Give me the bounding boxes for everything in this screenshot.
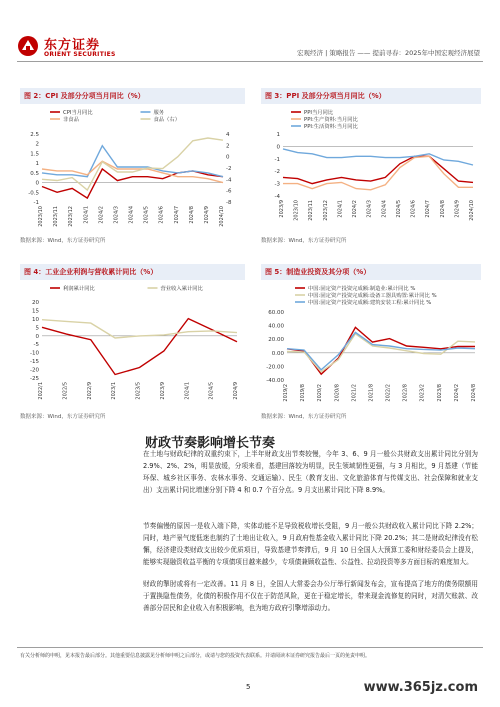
x-tick-label: 2024/7 [173, 206, 180, 224]
x-tick-label: 2023/10 [38, 206, 44, 227]
figure-4-chart [20, 282, 245, 412]
x-tick-label: 2024/5 [208, 382, 215, 400]
x-tick-label: 2019/8 [300, 384, 307, 402]
legend-label: 非食品 [63, 117, 79, 123]
y-tick-label: 0 [35, 180, 39, 187]
figure-5-chart [261, 282, 481, 412]
x-tick-label: 2020/2 [317, 384, 324, 402]
x-tick-label: 2022/9 [86, 382, 93, 400]
y2-tick-label: -8 [226, 200, 232, 206]
x-tick-label: 2023/12 [68, 206, 75, 227]
y-tick-label: 0 [35, 333, 39, 340]
legend-label: CPI当月同比 [63, 110, 93, 116]
series-line-1 [42, 169, 223, 198]
series-line-1 [42, 319, 237, 375]
figure-2-title: 图 2：CPI 及部分分项当月同比（%） [20, 88, 245, 104]
legend-label: PPI:生产资料:当月同比 [304, 117, 358, 123]
section-title: 财政节奏影响增长节奏 [145, 436, 276, 451]
x-tick-label: 2024/5 [395, 200, 402, 218]
y-tick-label: 5 [35, 325, 39, 332]
figure-3-panel [261, 88, 481, 248]
x-tick-label: 2024/6 [158, 206, 165, 224]
x-tick-label: 2024/9 [233, 382, 239, 400]
x-tick-label: 2022/5 [62, 382, 69, 400]
y-tick-label: 60.00 [268, 310, 284, 316]
y-tick-label: -1 [274, 156, 280, 163]
legend-label: 营业收入累计同比 [160, 286, 203, 292]
brand-name: 东方证券 [44, 38, 101, 53]
x-tick-label: 2021/8 [368, 384, 375, 402]
x-tick-label: 2024/1 [337, 200, 344, 218]
x-tick-label: 2022/1 [38, 382, 44, 400]
y-tick-label: -10 [30, 350, 39, 357]
x-tick-label: 2023/2 [419, 384, 426, 402]
x-tick-label: 2023/10 [293, 200, 300, 221]
x-tick-label: 2024/4 [128, 206, 135, 224]
y-tick-label: -40.00 [266, 378, 284, 384]
y-tick-label: 1 [276, 132, 280, 138]
figure-2-source: 数据来源：Wind，东方证券研究所 [20, 238, 106, 244]
figure-2-chart [20, 106, 245, 236]
legend-label: 中国:固定资产投资完成额:设备工器具购置:累计同比 % [308, 293, 437, 299]
x-tick-label: 2024/1 [83, 206, 90, 224]
body-paragraph-3: 财政的掣肘或将有一定改善。11 月 8 日，全国人大常委会办公厅举行新闻发布会，宣布提高了地方的债务限额用于置换隐性债务，化债的积极作用不仅在于防范风险，更在于稳定增长，带来现金流修复的同时，对清欠账款、改善部分居民和企业收入有积极影响，也为地方政府引擎增添动力。 [143, 580, 478, 612]
figure-5-panel [261, 264, 481, 424]
figure-3-title: 图 3：PPI 及部分分项当月同比（%） [261, 88, 481, 104]
x-tick-label: 2024/8 [188, 206, 195, 224]
x-tick-label: 2019/2 [283, 384, 289, 402]
y-tick-label: 20.00 [268, 337, 284, 344]
y2-tick-label: -2 [226, 166, 232, 172]
y-tick-label: -4 [274, 194, 280, 200]
page-number: 5 [246, 683, 251, 691]
x-tick-label: 2024/2 [352, 200, 359, 218]
legend-label: 中国:固定资产投资完成额:制造业:累计同比 % [308, 286, 416, 292]
body-paragraph-2: 节奏偏慢的原因一是收入端下降，实体动能不足导致税收增长受阻，9 月一般公共财政收入累计同比下降 2.2%；同时，地产景气度低迷也制约了土地出让收入，9 月政府性基金收入累计同比下降 20.2%；其二是财政纪律没有松懈，经济建设类财政支出较少优质项目，导致基建节奏滞后，9 月 10 日全国人大预算工委和财经委员会上提及，能够实现融资收益平衡的专项债项目越来越少，专项债兼顾收益性、公益性、拉动投资等多方面目标的难度加大。 [143, 522, 478, 566]
x-tick-label: 2023/5 [135, 382, 142, 400]
x-tick-label: 2024/2 [453, 384, 460, 402]
x-tick-label: 2021/2 [351, 384, 358, 402]
y-tick-label: 0.00 [271, 350, 284, 357]
x-tick-label: 2023/11 [308, 200, 315, 221]
brand-name-en: ORIENT SECURITIES [44, 51, 116, 58]
x-tick-label: 2023/11 [53, 206, 60, 227]
x-tick-label: 2024/3 [113, 206, 120, 224]
legend-label: 中国:固定资产投资完成额:建筑安装工程:累计同比 % [308, 300, 432, 306]
x-tick-label: 2024/9 [454, 200, 461, 218]
breadcrumb: 宏观经济 | 策略报告 —— 提前寻春：2025年中国宏观经济展望 [297, 49, 480, 57]
figure-4-panel [20, 264, 245, 424]
y-tick-label: -3 [274, 181, 280, 188]
y-tick-label: 1.5 [30, 151, 39, 158]
x-tick-label: 2023/1 [111, 382, 118, 400]
figure-2-panel [20, 88, 245, 248]
y-tick-label: 15 [32, 308, 39, 315]
figure-4-source: 数据来源：Wind，东方证券研究所 [20, 414, 106, 420]
y2-tick-label: 2 [226, 143, 230, 150]
x-tick-label: 2023/12 [322, 200, 329, 221]
page-header [0, 0, 500, 70]
orient-securities-logo-icon [17, 35, 39, 57]
x-tick-label: 2023/9 [159, 382, 166, 400]
y-tick-label: 20 [32, 300, 39, 306]
figure-5-title: 图 5：制造业投资及其分项（%） [261, 264, 481, 280]
legend-label: PPI当月同比 [304, 110, 334, 116]
y-tick-label: -25 [30, 376, 39, 382]
series-line-1 [287, 327, 475, 374]
y-tick-label: 0 [276, 144, 280, 151]
y-tick-label: -15 [30, 359, 39, 366]
y-tick-label: -0.5 [28, 190, 39, 197]
figure-5-source: 数据来源：Wind，东方证券研究所 [261, 414, 347, 420]
x-tick-label: 2023/9 [279, 200, 285, 218]
footer-divider [17, 647, 483, 648]
y-tick-label: 2.5 [30, 132, 39, 138]
legend-label: 食品（右） [153, 117, 180, 123]
x-tick-label: 2023/8 [436, 384, 443, 402]
figure-3-source: 数据来源：Wind，东方证券研究所 [261, 238, 347, 244]
x-tick-label: 2022/8 [402, 384, 409, 402]
series-line-2 [283, 156, 473, 190]
x-tick-label: 2024/4 [381, 200, 388, 218]
y-tick-label: -20.00 [266, 364, 284, 371]
x-tick-label: 2020/8 [334, 384, 341, 402]
y-tick-label: 1 [35, 161, 39, 168]
x-tick-label: 2022/2 [385, 384, 392, 402]
y-tick-label: 40.00 [268, 323, 284, 330]
y-tick-label: 2 [35, 141, 39, 148]
x-tick-label: 2024/8 [439, 200, 446, 218]
legend-label: 服务 [153, 110, 165, 116]
x-tick-label: 2024/7 [425, 200, 432, 218]
y-tick-label: -2 [274, 169, 280, 176]
y-tick-label: 10 [32, 316, 39, 323]
legend-label: PPI:生活资料:当月同比 [304, 124, 358, 130]
y2-tick-label: 0 [226, 154, 230, 161]
y2-tick-label: -4 [226, 177, 232, 184]
header-divider [17, 61, 483, 62]
x-tick-label: 2024/3 [366, 200, 373, 218]
x-tick-label: 2024/2 [98, 206, 105, 224]
x-tick-label: 2024/9 [203, 206, 210, 224]
figure-4-title: 图 4：工业企业利润与营收累计同比（%） [20, 264, 245, 280]
series-line-3 [283, 149, 473, 165]
x-tick-label: 2024/10 [219, 206, 225, 227]
watermark: www.365jz.com [363, 680, 478, 695]
figure-3-chart [261, 106, 481, 236]
y-tick-label: -5 [33, 342, 39, 349]
x-tick-label: 2024/8 [471, 384, 477, 402]
disclaimer: 有关分析师的申明，见本报告最后部分。其他重要信息披露见分析师申明之后部分，或请与您的投资代表联系。并请阅读本证券研究报告最后一页的免责申明。 [20, 653, 371, 659]
y-tick-label: -1 [33, 200, 39, 206]
y-tick-label: 0.5 [30, 170, 39, 177]
x-tick-label: 2024/6 [410, 200, 417, 218]
y2-tick-label: -6 [226, 188, 232, 195]
body-paragraph-1: 在土地与财政纪律的双重约束下，上半年财政支出节奏较慢，今年 3、6、9 月一般公共财政支出累计同比分别为 2.9%、2%、2%，明显放缓，分项来看，基建回落较为明显，民生领域韧性更强，与 3 月相比，9 月基建（节能环保、城乡社区事务、农林水事务、交通运输）、民生（教育支出、文化旅游体育与传媒支出、社会保障和就业支出）支出累计同比增速分别下降 4 和 0.7 个百分点。9 月支出累计同比下降 8.9%。 [143, 450, 478, 494]
y2-tick-label: 4 [226, 132, 230, 138]
x-tick-label: 2024/10 [469, 200, 475, 221]
legend-label: 利润累计同比 [63, 286, 95, 292]
x-tick-label: 2024/1 [184, 382, 191, 400]
y-tick-label: -20 [30, 367, 39, 374]
x-tick-label: 2024/5 [143, 206, 150, 224]
